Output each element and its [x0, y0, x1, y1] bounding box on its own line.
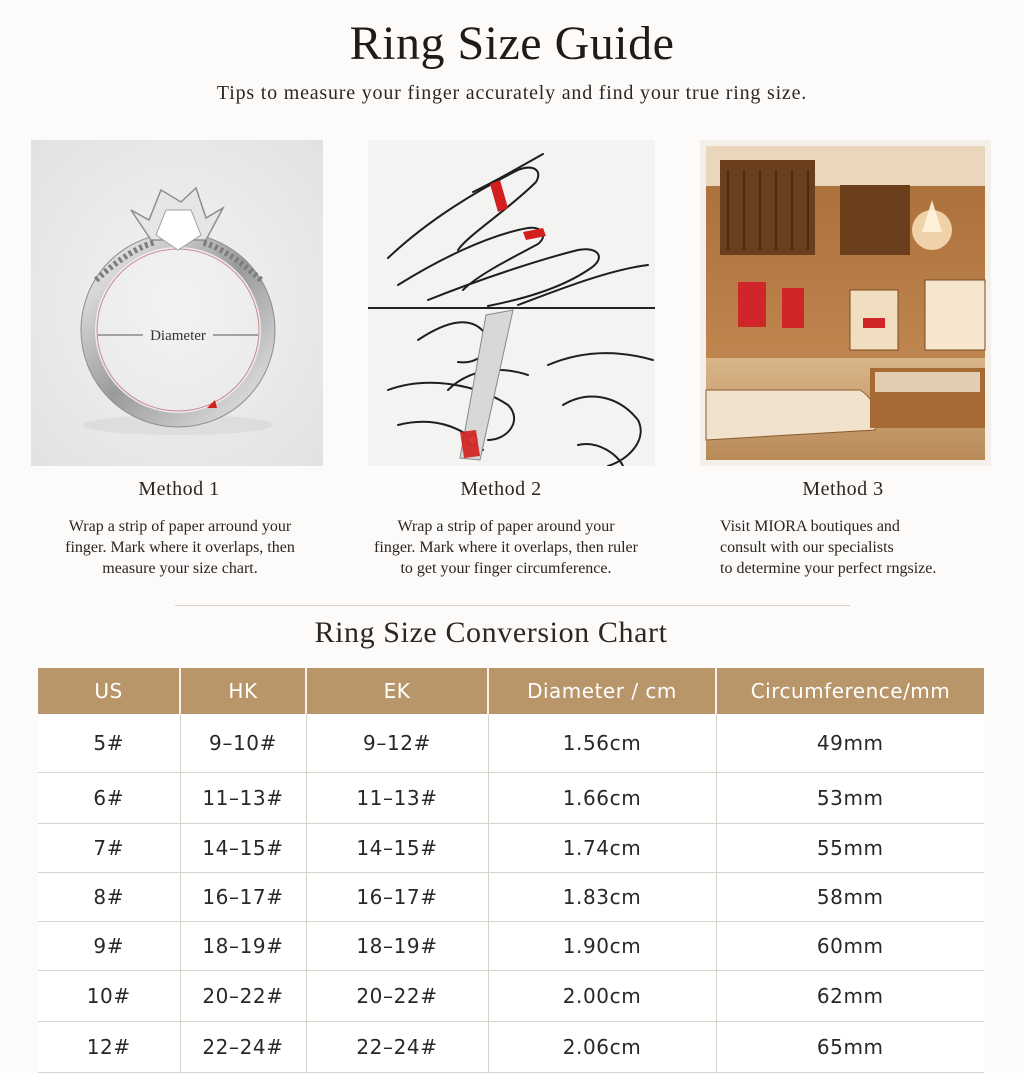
boutique-photo — [700, 140, 991, 466]
method-2-label: Method 2 — [460, 478, 542, 500]
table-header-row — [38, 668, 984, 714]
method-3-label: Method 3 — [802, 478, 884, 500]
method-3-line: Visit MIORA boutiques and — [720, 518, 900, 535]
cell-ek: 22–24# — [306, 1022, 488, 1073]
cell-hk: 18–19# — [180, 922, 306, 971]
cell-circumference: 58mm — [716, 873, 984, 922]
cell-hk: 14–15# — [180, 824, 306, 873]
cell-diameter: 2.00cm — [488, 971, 716, 1022]
cell-diameter: 1.56cm — [488, 714, 716, 773]
method-1-line: finger. Mark where it overlaps, then — [65, 539, 295, 556]
cell-circumference: 55mm — [716, 824, 984, 873]
method-2-line: to get your finger circumference. — [400, 560, 612, 577]
cell-hk: 16–17# — [180, 873, 306, 922]
table-row — [38, 922, 984, 971]
cell-hk: 11–13# — [180, 773, 306, 824]
cell-us: 10# — [38, 971, 180, 1022]
method-2-line: finger. Mark where it overlaps, then ruler — [374, 539, 638, 556]
header-circumference: Circumference/mm — [716, 668, 984, 714]
method-1-description — [30, 516, 330, 579]
ring-size-table — [38, 668, 984, 1073]
cell-us: 9# — [38, 922, 180, 971]
cell-ek: 16–17# — [306, 873, 488, 922]
method-1-line: Wrap a strip of paper arround your — [68, 518, 292, 535]
header-hk: HK — [180, 668, 306, 714]
cell-us: 12# — [38, 1022, 180, 1073]
method-2-line: Wrap a strip of paper around your — [397, 518, 615, 535]
cell-diameter: 1.83cm — [488, 873, 716, 922]
cell-ek: 20–22# — [306, 971, 488, 1022]
hand-measure-illustration — [368, 140, 655, 466]
method-2-image — [368, 140, 655, 466]
cell-ek: 9–12# — [306, 714, 488, 773]
cell-ek: 14–15# — [306, 824, 488, 873]
cell-hk: 20–22# — [180, 971, 306, 1022]
cell-diameter: 1.90cm — [488, 922, 716, 971]
conversion-chart-title: Ring Size Conversion Chart — [314, 616, 668, 649]
method-1-image — [31, 140, 323, 466]
ring-illustration — [31, 140, 323, 466]
method-3-image — [700, 140, 991, 466]
cell-hk: 9–10# — [180, 714, 306, 773]
method-3-line: consult with our specialists — [720, 539, 894, 556]
table-row — [38, 824, 984, 873]
cell-us: 7# — [38, 824, 180, 873]
method-1-line: measure your size chart. — [102, 560, 258, 577]
page-title: Ring Size Guide — [349, 17, 675, 70]
table-row — [38, 714, 984, 773]
cell-us: 6# — [38, 773, 180, 824]
method-1-label: Method 1 — [138, 478, 220, 500]
cell-circumference: 60mm — [716, 922, 984, 971]
cell-us: 5# — [38, 714, 180, 773]
header-diameter: Diameter / cm — [488, 668, 716, 714]
cell-ek: 18–19# — [306, 922, 488, 971]
table-row — [38, 773, 984, 824]
cell-circumference: 49mm — [716, 714, 984, 773]
cell-circumference: 53mm — [716, 773, 984, 824]
header-us: US — [38, 668, 180, 714]
cell-diameter: 2.06cm — [488, 1022, 716, 1073]
table-row — [38, 1022, 984, 1073]
method-2-description — [345, 516, 667, 579]
method-3-description — [720, 516, 1000, 579]
cell-diameter: 1.74cm — [488, 824, 716, 873]
cell-hk: 22–24# — [180, 1022, 306, 1073]
method-3-line: to determine your perfect rngsize. — [720, 560, 937, 577]
table-row — [38, 873, 984, 922]
diameter-label: Diameter — [150, 328, 206, 344]
section-divider — [175, 605, 850, 606]
cell-circumference: 65mm — [716, 1022, 984, 1073]
header-ek: EK — [306, 668, 488, 714]
cell-diameter: 1.66cm — [488, 773, 716, 824]
cell-circumference: 62mm — [716, 971, 984, 1022]
table-row — [38, 971, 984, 1022]
page-subtitle: Tips to measure your finger accurately and find your true ring size. — [216, 82, 808, 104]
cell-ek: 11–13# — [306, 773, 488, 824]
cell-us: 8# — [38, 873, 180, 922]
